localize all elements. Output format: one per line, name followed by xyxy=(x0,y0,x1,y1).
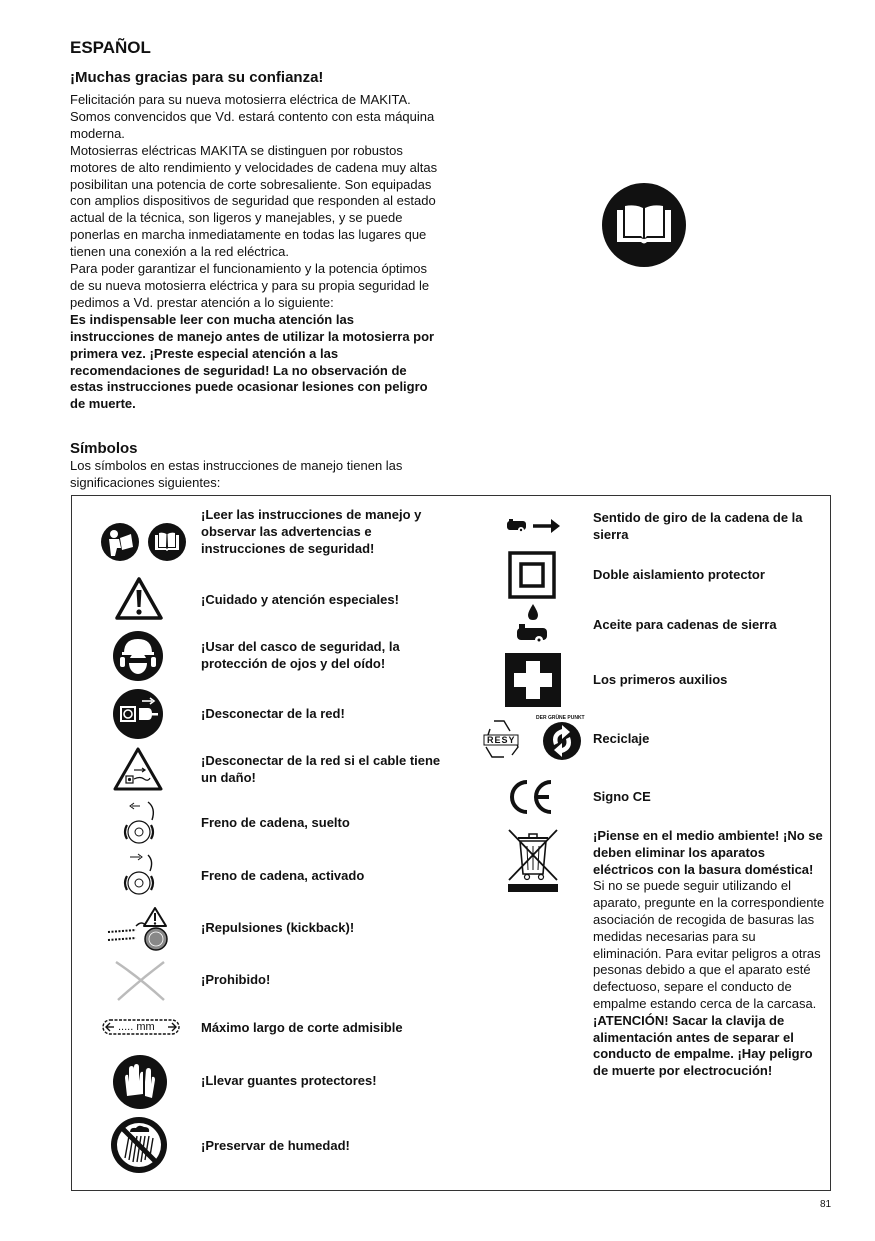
symbol-label-double-insulation: Doble aislamiento protector xyxy=(593,567,765,582)
intro-paragraph-2: Motosierras eléctricas MAKITA se distinguen por robustos motores de alto rendimiento y velocidades de cadena muy altas posibilitan una potencia de corte sobresaliente. Son equipadas con amplios dispositivos de seguridad que responden al estado actual de la técnica, son ligeros y manejables, y se puede ponerlas en marcha inmediatamente en todas las lugares que tienen una conexión a la red eléctrica. xyxy=(70,142,438,260)
chain-brake-released-icon xyxy=(118,800,160,846)
symbol-label-no-rain: ¡Preservar de humedad! xyxy=(201,1138,350,1153)
symbol-label-chain-brake-activated: Freno de cadena, activado xyxy=(201,868,365,883)
symbol-label-chain-direction: Sentido de giro de la cadena de la sierra xyxy=(593,510,803,542)
chain-oil-icon xyxy=(515,602,551,646)
ce-mark-icon xyxy=(505,777,557,817)
symbol-label-chain-oil: Aceite para cadenas de sierra xyxy=(593,617,777,632)
read-manual-person-icon xyxy=(100,522,140,562)
intro-text xyxy=(70,92,440,413)
chain-brake-activated-icon xyxy=(118,851,160,897)
weee-warning: ¡ATENCIÓN! Sacar la clavija de alimentación antes de separar el conducto de empalme. ¡Hay peligro de muerte por electrocución! xyxy=(593,1012,813,1079)
read-manual-book-icon xyxy=(147,522,187,562)
symbol-label-helmet: ¡Usar del casco de seguridad, la protección de ojos y del oído! xyxy=(201,639,400,671)
max-cut-length-text: ..... mm xyxy=(118,1021,155,1033)
symbol-label-weee: ¡Piense en el medio ambiente! ¡No se deben eliminar los aparatos eléctricos con la basura doméstica! xyxy=(593,828,823,877)
symbol-label-unplug: ¡Desconectar de la red! xyxy=(201,706,345,721)
intro-paragraph-3: Para poder garantizar el funcionamiento y la potencia óptimos de su nueva motosierra eléctrica y para su propia seguridad le pedimos a Vd. prestar atención a lo siguiente: xyxy=(70,261,430,310)
thanks-title: ¡Muchas gracias para su confianza! xyxy=(70,69,324,86)
symbol-label-max-cut-length: Máximo largo de corte admisible xyxy=(201,1020,403,1035)
recycling-icon xyxy=(478,715,588,763)
symbols-intro: Los símbolos en estas instrucciones de manejo tienen las significaciones siguientes: xyxy=(70,458,403,490)
warning-triangle-icon xyxy=(114,576,164,621)
weee-bin-icon xyxy=(505,828,561,894)
gloves-icon xyxy=(112,1054,168,1110)
symbol-label-chain-brake-released: Freno de cadena, suelto xyxy=(201,815,350,830)
chain-direction-icon xyxy=(505,516,563,536)
weee-notice xyxy=(593,828,825,1080)
first-aid-icon xyxy=(504,652,562,708)
symbol-label-recycling: Reciclaje xyxy=(593,731,650,746)
symbol-label-first-aid: Los primeros auxilios xyxy=(593,672,728,687)
symbol-label-kickback: ¡Repulsiones (kickback)! xyxy=(201,920,355,935)
damaged-cable-icon xyxy=(112,746,164,792)
symbol-label-ce-mark: Signo CE xyxy=(593,789,651,804)
symbols-title: Símbolos xyxy=(70,440,138,457)
page-number: 81 xyxy=(820,1199,832,1210)
double-insulation-icon xyxy=(508,551,556,599)
symbol-label-read-manual: ¡Leer las instrucciones de manejo y observar las advertencias e instrucciones de seguridad! xyxy=(201,507,422,556)
language-heading: ESPAÑOL xyxy=(70,38,151,57)
max-cut-length-icon xyxy=(102,1018,180,1036)
unplug-icon xyxy=(112,688,164,740)
symbol-label-damaged-cable: ¡Desconectar de la red si el cable tiene un daño! xyxy=(201,753,441,785)
helmet-icon xyxy=(112,630,164,682)
prohibited-icon xyxy=(112,958,168,1004)
gruene-punkt-text: DER GRÜNE PUNKT xyxy=(536,715,585,721)
no-rain-icon xyxy=(110,1116,168,1174)
weee-text: Si no se puede seguir utilizando el aparato, pregunte en la correspondiente asociación de recogida de basuras las medidas necesarias para su eliminación. Para evitar peligros a otras pesonas debido a que el aparato esté defectuoso, separe el conducto de empalme estando cerca de la carcasa. xyxy=(593,878,825,1011)
symbol-label-warning: ¡Cuidado y atención especiales! xyxy=(201,592,399,607)
symbol-label-gloves: ¡Llevar guantes protectores! xyxy=(201,1073,377,1088)
kickback-icon xyxy=(106,906,172,952)
intro-warning: Es indispensable leer con mucha atención las instrucciones de manejo antes de utilizar la motosierra por primera vez. ¡Preste especial atención a las recomendaciones de seguridad! La no observación de estas instrucciones puede ocasionar lesiones con peligro de muerte. xyxy=(70,311,435,412)
intro-paragraph-1: Felicitación para su nueva motosierra eléctrica de MAKITA. Somos convencidos que Vd. estará contento con esta máquina moderna. xyxy=(70,92,435,141)
symbol-label-prohibited: ¡Prohibido! xyxy=(201,972,271,987)
resy-text: RESY xyxy=(487,735,516,745)
read-manual-icon xyxy=(601,182,687,268)
